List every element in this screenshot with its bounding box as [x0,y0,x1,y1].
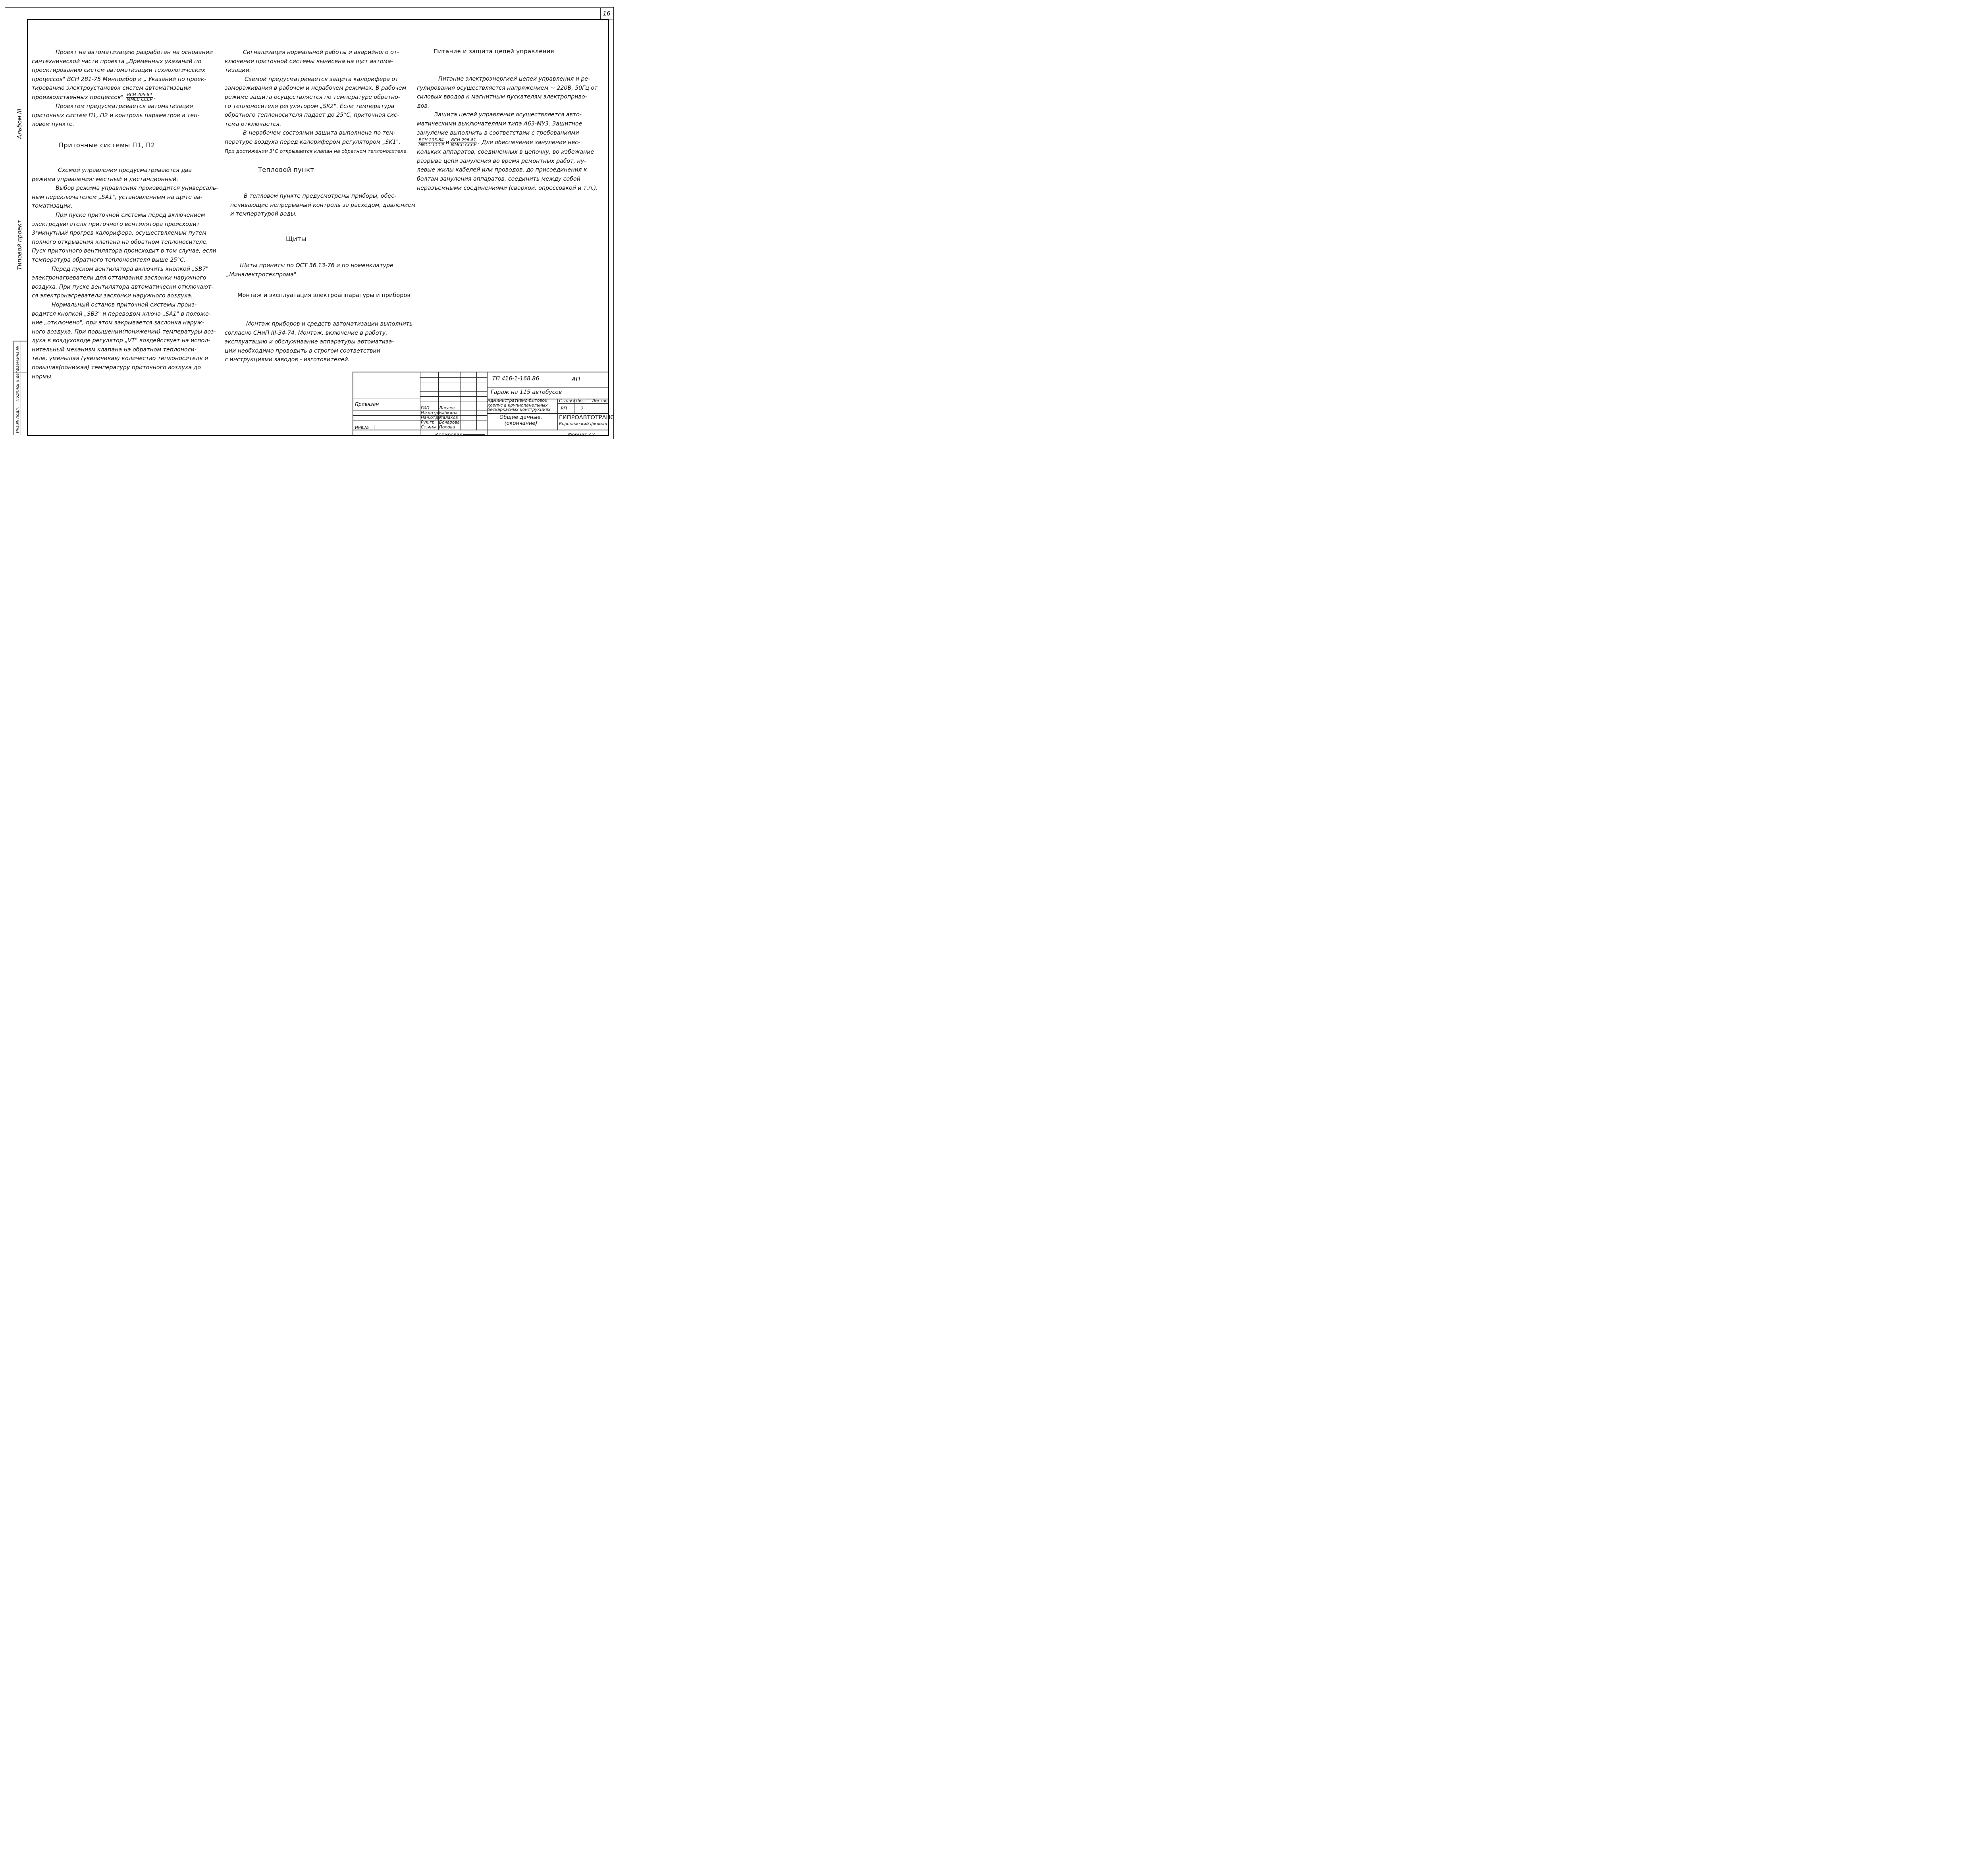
signature [461,416,476,420]
text-line: электродвигателя приточного вентилятора происходит [32,221,200,228]
text-line: с инструкциями заводов - изготовителей. [225,357,350,363]
column-1-body [32,166,218,381]
sheet-number: 16 [600,8,613,19]
name-dept-head: Малахов [439,415,458,420]
text-line: замораживания в рабочем и нерабочем режимах. В рабочем [225,85,407,92]
signature [461,407,476,411]
text-line: ного воздуха. При повышении(понижении) температуры воз- [32,328,216,335]
role-senior-eng: Ст.инж. [421,425,438,430]
text-line: воздуха. При пуске вентилятора автоматически отключают- [32,283,214,290]
sheets-label: Листов [592,399,608,403]
heading-panels: Щиты [286,235,306,243]
text-line: Питание электроэнергией цепей управления и ре- [438,76,590,82]
stage-label: Стадия [559,399,575,403]
text-line: дов. [417,102,430,109]
heading-power-protection: Питание и защита цепей управления [434,48,554,55]
name-senior-eng: Попова [439,425,455,430]
text-line: процессов" ВСН 281-75 Минприбор и „ Указаний по проек- [32,76,206,83]
inv-label: Инв.№ [355,425,369,430]
text-line: Выбор режима управления производится универсаль- [56,185,218,192]
text-line: нормы. [32,373,53,380]
text-line: духа в воздуховоде регулятор „VT" воздействует на испол- [32,337,210,344]
role-norm-control: Н.контр. [421,411,439,415]
text-line: обратного теплоносителя падает до 25°С, приточная сис- [225,112,399,119]
side-stamp [13,341,27,435]
document-mark: АП [572,376,580,383]
signature [461,426,476,430]
text-line: 3ˣминутный прогрев калорифера, осуществляемый путем [32,230,206,237]
column-2-installation [225,320,412,364]
sheet-value: 2 [580,406,584,411]
text-line: температура обратного теплоносителя выше 25°С. [32,256,186,263]
text-line: производственных процессов" [32,94,123,101]
sheet-title: Общие данные. (окончание) [499,415,542,426]
text-line: и температурой воды. [230,211,297,218]
text-line: Проект на автоматизацию разработан на основании [56,49,213,56]
text-line: матическими выключателями типа А63-МУ3. Защитное [417,120,582,127]
heading-supply-systems: Приточные системы П1, П2 [59,141,155,149]
text-line: ключения приточной системы вынесена на щит автома- [225,58,393,65]
text-line: Щиты приняты по ОСТ 36.13-76 и по номенклатуре [240,262,393,269]
text-line: Монтаж приборов и средств автоматизации выполнить [246,321,413,327]
text-line: Нормальный останов приточной системы произ- [52,301,197,308]
standard-fraction-b: $\frac{\text{ВСН 296-81}}{\text{ММСС СССР}}$ [451,137,477,147]
name-group-lead: Бочарова [439,420,460,425]
standard-fraction-a: $\frac{\text{ВСН 205-84}}{\text{ММСС СССР}}$ [418,137,444,147]
text-line: кольких аппаратов, соединенных в цепочку, во избежание [417,149,594,156]
text-line: Схемой управления предусматриваются два [58,167,192,174]
stage-value: РП [561,406,567,411]
role-group-lead: Рук.гр. [421,420,436,425]
column-2-panels [226,261,393,279]
text-line: теле, уменьшая (увеличивая) количество теплоносителя и [32,355,208,362]
text-line: го теплоносителя регулятором „SK2". Если температура [225,103,395,110]
text-line: Перед пуском вентилятора включить кнопкой „SB7" [52,266,209,272]
fraction-join: и [445,139,449,146]
text-line: „Минэлектротехпрома". [226,271,298,278]
sheet-label: Лист [576,399,586,403]
text-line: режима управления: местный и дистанционный. [32,176,179,183]
title-block [353,372,615,435]
text-line: силовых вводов к магнитным пускателям электроприво- [417,94,587,100]
text-line: неразъемными соединениями (сваркой, опрессовкой и т.п.). [417,185,598,191]
signature [461,421,476,425]
column-1: Проект на автоматизацию разработан на основании сантехнической части проекта „Временных указаний по проектированию систем автоматизации технологических процессов" ВСН 281-75 Минприбор и „ Указаний по проек- тированию электроустановок систем автоматизации производственных процессов" $\frac{\text{ВСН 205-84}}{\text{ММСС СССР}}$ . Проектом предусматривается автоматизация приточных систем П1, П2 и контроль параметров в теп- ловом пункте. [32,48,213,129]
text-line: тема отключается. [225,121,281,127]
side-stamp-replace: Взам.инв.№ [15,346,20,370]
signature [461,411,476,416]
text-line: зануление выполнить в соответствии с требованиями [417,129,579,136]
text-line: согласно СНиП III-34-74. Монтаж, включение в работу, [225,330,387,336]
text-line: пературе воздуха перед калорифером регулятором „SK1". [225,139,401,145]
text-line: ции необходимо проводить в строгом соответствии [225,347,380,354]
document-code: ТП 416-1-168.86 [492,376,540,382]
text-line: электронагреватели для оттаивания заслонки наружного [32,275,206,281]
type-project-label: Типовой проект [16,220,23,270]
column-3 [417,75,598,193]
text-line: эксплуатацию и обслуживание аппаратуры автоматиза- [225,339,394,345]
building-name: Административно-бытовой корпус в крупнопанельных бескаркасных конструкциях [488,398,551,412]
text-line: тированию электроустановок систем автоматизации [32,85,191,92]
text-line: Защита цепей управления осуществляется авто- [434,112,582,118]
name-norm-control: Бабкина [439,411,458,415]
album-label: Альбом III [16,108,23,139]
text-line: водится кнопкой „SB3" и переводом ключа „SA1" в положе- [32,310,211,317]
object-name: Гараж на 115 автобусов [491,389,562,395]
text-line: В нерабочем состоянии защита выполнена по тем- [243,130,396,137]
text-line: ным переключателем „SA1", установленным на щите ав- [32,194,202,201]
text-line: При пуске приточной системы перед включением [56,212,205,218]
text-line: томатизации. [32,203,73,210]
name-gip: Ласаев [439,406,455,411]
tied-label: Привязан [355,401,379,407]
text-line: Проектом предусматривается автоматизация [56,103,193,110]
text-line: полного открывания клапана на обратном теплоносителе. [32,239,208,245]
sheet-format: Формат А2 [568,432,595,438]
text-line: болтам зануления аппаратов, соединить между собой [417,175,580,182]
text-line: тизации. [225,67,251,74]
copied-by-label: Копировал: [435,432,464,438]
text-line: Пуск приточного вентилятора происходит в том случае, если [32,248,216,255]
text-line: сантехнической части проекта „Временных указаний по [32,58,202,65]
text-line: Сигнализация нормальной работы и аварийного от- [243,49,399,56]
text-line: ние „отключено", при этом закрывается заслонка наруж- [32,320,204,326]
branch-name: Воронежский филиал [559,422,607,426]
text-line: В тепловом пункте предусмотрены приборы, обес- [244,193,397,199]
organization-name: ГИПРОАВТОТРАНС [559,415,615,421]
text-line: повышая(понижая) температуру приточного воздуха до [32,364,201,371]
copier-signature [463,431,485,435]
text-line: Схемой предусматривается защита калорифера от [245,76,399,83]
heading-installation: Монтаж и эксплуатация электроаппаратуры и приборов [237,292,410,299]
text-line: ловом пункте. [32,121,75,128]
text-line: режиме защита осуществляется по температуре обратно- [225,94,401,100]
text-line: левые жилы кабелей или проводов, до присоединения к [417,167,587,174]
text-line: При достижении 3°С открывается клапан на обратном теплоносителе. [225,148,408,154]
text-line: печивающие непрерывный контроль за расходом, давлением [230,202,416,208]
role-gip: ГИП [421,406,430,411]
side-stamp-sign: Подпись и дата [15,368,20,401]
text-line: ся электронагреватели заслонки наружного воздуха. [32,293,193,299]
column-2-heat [230,192,416,219]
text-line: нительный механизм клапана на обратном теплоноси- [32,346,197,353]
heading-heat-point: Тепловой пункт [258,166,314,174]
text-line: . Для обеспечения зануления нес- [478,139,580,146]
role-dept-head: Нач.отд. [421,415,440,420]
text-line: приточных систем П1, П2 и контроль параметров в теп- [32,112,200,119]
standard-fraction: $\frac{\text{ВСН 205-84}}{\text{ММСС СССР}}$ [127,92,152,102]
text-line: гулирования осуществляется напряжением ~ 220В, 50Гц от [417,85,598,91]
column-2 [225,48,408,156]
text-line: проектированию систем автоматизации технологических [32,67,206,74]
text-line: разрыва цепи зануления во время ремонтных работ, ну- [417,158,586,164]
side-stamp-inv: Инв.№ подл. [15,407,20,433]
